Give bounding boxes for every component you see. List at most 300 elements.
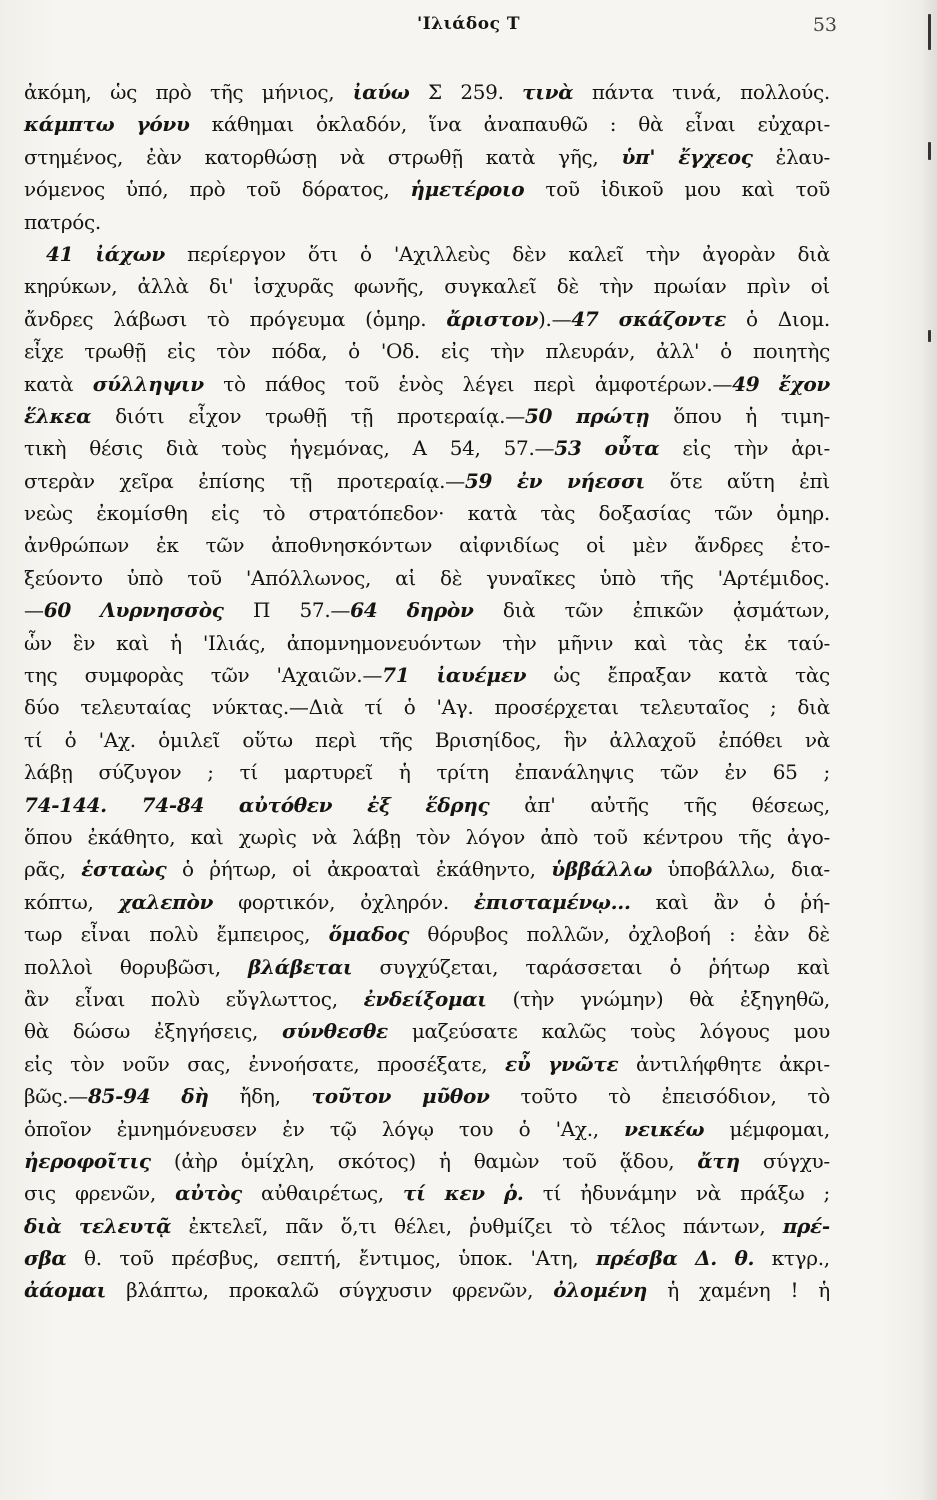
word: τῶν bbox=[714, 501, 753, 526]
word: 74-144. bbox=[24, 792, 107, 817]
word: φορτικόν, bbox=[238, 889, 336, 914]
word: του bbox=[458, 1116, 494, 1141]
word: χωρὶς bbox=[238, 824, 297, 849]
word: ἕλκεα bbox=[24, 403, 92, 428]
word: 'Αχαιῶν.—71 bbox=[276, 663, 410, 688]
word: εὖ bbox=[504, 1051, 531, 1076]
word: τὴν bbox=[599, 274, 634, 299]
word: ἔχον bbox=[778, 371, 830, 396]
text-line bbox=[24, 368, 830, 400]
word: ξεύοντο bbox=[24, 565, 103, 590]
word: τῆς bbox=[660, 565, 694, 590]
word: οὖτα bbox=[604, 436, 660, 461]
word: βλάβεται bbox=[248, 954, 353, 979]
word: θὰ bbox=[24, 1019, 49, 1044]
word: ὡς bbox=[110, 80, 137, 104]
word: νόμενος bbox=[24, 177, 105, 202]
word: τί bbox=[24, 727, 43, 752]
word: βλάπτω, bbox=[126, 1278, 209, 1303]
word: μῦθον bbox=[421, 1084, 490, 1109]
word: τὸ bbox=[608, 1084, 631, 1109]
word: φρενῶν, bbox=[74, 1181, 156, 1206]
word: χαμένη bbox=[699, 1278, 771, 1303]
word: λόγῳ bbox=[381, 1116, 434, 1141]
word: εἰς bbox=[24, 1051, 53, 1076]
word: ἐπεισόδιον, bbox=[661, 1084, 777, 1109]
word: θορυβῶσι, bbox=[119, 954, 221, 979]
word: αὐτῆς bbox=[590, 792, 649, 817]
word: ἂν bbox=[24, 986, 50, 1011]
word: 'Αρτέμιδος. bbox=[717, 565, 830, 590]
word: τῆς bbox=[209, 80, 244, 104]
word: καὶ bbox=[634, 630, 668, 655]
word: ὁ bbox=[518, 1116, 531, 1141]
word: χεῖρα bbox=[119, 468, 174, 493]
word: ὡς bbox=[553, 663, 581, 688]
word: τὸ bbox=[207, 306, 230, 331]
word: οὕτω bbox=[242, 727, 293, 752]
word: σύγχυ- bbox=[762, 1148, 830, 1173]
word: ὁ bbox=[763, 889, 776, 914]
text-line bbox=[24, 1210, 830, 1242]
word: ποιητὴς bbox=[752, 339, 830, 364]
word: μου bbox=[793, 1019, 830, 1044]
word: περίεργον bbox=[187, 241, 286, 266]
text-line bbox=[24, 76, 830, 108]
text-line bbox=[24, 141, 830, 173]
text-line bbox=[24, 529, 830, 561]
word: διὰ bbox=[502, 598, 536, 623]
word: πολλούς. bbox=[740, 80, 830, 104]
word: τί bbox=[364, 695, 383, 720]
word: ἐμνημόνευσεν bbox=[116, 1116, 257, 1141]
word: δι' bbox=[208, 274, 234, 299]
word: τὰς bbox=[688, 630, 723, 655]
word: προσέρχεται bbox=[494, 695, 619, 720]
word: πάντα bbox=[591, 80, 654, 104]
text-line bbox=[24, 659, 830, 691]
text-line bbox=[24, 691, 830, 723]
text-line bbox=[24, 562, 830, 594]
word: εἰς bbox=[682, 436, 711, 461]
text-line bbox=[24, 951, 830, 983]
word: θ. bbox=[734, 1246, 755, 1271]
word: γόνυ bbox=[136, 112, 190, 137]
word: εὔγλωττος, bbox=[225, 986, 338, 1011]
word: σβα bbox=[24, 1246, 67, 1271]
word: τρωθῇ bbox=[265, 403, 327, 428]
text-line bbox=[24, 983, 830, 1015]
word: πολλῶν, bbox=[526, 922, 610, 947]
word: κατὰ bbox=[485, 144, 536, 169]
word: ἀπ' bbox=[524, 792, 556, 817]
word: πρέσβα bbox=[595, 1246, 678, 1271]
word: ὑπ' bbox=[621, 144, 656, 169]
word: ῥήτωρ bbox=[708, 954, 770, 979]
word: ἡ bbox=[170, 630, 182, 655]
word: τοῦ bbox=[795, 177, 830, 202]
word: τὸν bbox=[416, 824, 451, 849]
word: 74-84 bbox=[141, 792, 205, 817]
text-line bbox=[24, 206, 830, 238]
word: τέλος bbox=[609, 1213, 666, 1238]
word: δώσω bbox=[72, 1019, 131, 1044]
word: εἶχον bbox=[188, 403, 242, 428]
word: ἐν bbox=[516, 468, 543, 493]
word: ρᾶς, bbox=[24, 857, 66, 882]
word: πλευράν, bbox=[545, 339, 636, 364]
word: ὀχληρόν. bbox=[360, 889, 449, 914]
word: αὕτη bbox=[726, 468, 775, 493]
word: οἱ bbox=[586, 533, 606, 558]
word: ἡμετέροιο bbox=[410, 177, 525, 202]
word: ἄτη bbox=[697, 1148, 740, 1173]
word: εἶναι bbox=[80, 922, 131, 947]
word: στρωθῇ bbox=[387, 144, 463, 169]
word: κόπτω, bbox=[24, 889, 94, 914]
word: εἰς bbox=[166, 339, 196, 364]
word: τελευτᾷ bbox=[78, 1213, 172, 1238]
word: ταύ- bbox=[787, 630, 830, 655]
word: τοῦ bbox=[562, 1148, 597, 1173]
word: ἡγεμόνας, bbox=[289, 436, 390, 461]
word: πατρός. bbox=[24, 209, 101, 234]
word: ἰσχυρᾶς bbox=[253, 274, 334, 299]
word: δὲ bbox=[556, 274, 579, 299]
word: ἐτο- bbox=[790, 533, 830, 558]
word: κηρύκων, bbox=[24, 274, 118, 299]
word: ὁμιλεῖ bbox=[158, 727, 221, 752]
word: ὁ bbox=[746, 306, 758, 331]
word: δὴ bbox=[181, 1084, 209, 1109]
word: ἕδρης bbox=[425, 792, 490, 817]
word: ἤδη, bbox=[239, 1084, 281, 1109]
word: ἓν bbox=[72, 630, 96, 655]
word: μήνιος, bbox=[261, 80, 335, 104]
word: καὶ bbox=[741, 177, 775, 202]
word: 259. bbox=[460, 80, 504, 104]
word: ἄριστον).—47 bbox=[446, 306, 599, 331]
word: ἀπομνημονευόντων bbox=[286, 630, 482, 655]
word: ἐπανάληψις bbox=[514, 760, 635, 785]
word: δὲ bbox=[807, 922, 830, 947]
word: ὑποκ. bbox=[458, 1246, 513, 1271]
word: δὲν bbox=[512, 241, 547, 266]
word: 41 bbox=[46, 241, 74, 266]
word: τοῦ bbox=[119, 1246, 154, 1271]
word: τοῦ bbox=[187, 565, 222, 590]
word: γνῶτε bbox=[548, 1051, 619, 1076]
word: ὑπό, bbox=[125, 177, 169, 202]
word: ἀκόμη, bbox=[24, 80, 92, 104]
word: ὀχλοβοή bbox=[628, 922, 711, 947]
word: ἀκροαταὶ bbox=[327, 857, 421, 882]
word: προτεραίᾳ.—50 bbox=[396, 403, 553, 428]
word: τικὴ bbox=[24, 436, 67, 461]
word: ἀρι- bbox=[791, 436, 830, 461]
word: τῇ bbox=[289, 468, 313, 493]
text-line bbox=[24, 627, 830, 659]
word: δια- bbox=[790, 857, 830, 882]
word: ἡ bbox=[818, 1278, 830, 1303]
word: τελευταῖος bbox=[639, 695, 750, 720]
word: ἐκ bbox=[155, 533, 179, 558]
word: (ἀὴρ bbox=[173, 1148, 218, 1173]
text-line bbox=[24, 1015, 830, 1047]
word: τοὺς bbox=[221, 436, 267, 461]
word: Βρισηίδος, bbox=[434, 727, 542, 752]
word: ὁ bbox=[669, 954, 682, 979]
word: ἐπίσης bbox=[198, 468, 265, 493]
word: νοῦν bbox=[122, 1051, 170, 1076]
word: αὐτὸς bbox=[175, 1181, 242, 1206]
word: εἶναι bbox=[685, 112, 736, 137]
word: τὸ bbox=[807, 1084, 830, 1109]
word: τὸν bbox=[216, 339, 251, 364]
word: αἱ bbox=[395, 565, 416, 590]
word: Διομ. bbox=[777, 306, 830, 331]
word: της bbox=[24, 663, 58, 688]
word: κατὰ bbox=[24, 371, 74, 396]
word: ἄνδρες bbox=[24, 306, 94, 331]
word: ἐὰν bbox=[753, 922, 790, 947]
word: ᾅδου, bbox=[619, 1148, 675, 1173]
word: τοῦτο bbox=[520, 1084, 578, 1109]
word: ἀλλ' bbox=[656, 339, 700, 364]
word: διὰ bbox=[165, 436, 199, 461]
word: ὁμίχλη, bbox=[240, 1148, 315, 1173]
word: τρίτη bbox=[436, 760, 489, 785]
word: νεὼς bbox=[24, 501, 73, 526]
word: τῆς bbox=[379, 727, 413, 752]
word: ὀλομένη bbox=[553, 1278, 648, 1303]
word: ἐὰν bbox=[146, 144, 182, 169]
word: δύο bbox=[24, 695, 60, 720]
word: θέσεως, bbox=[751, 792, 830, 817]
word: τὸ bbox=[569, 1213, 593, 1238]
word: ἀάομαι bbox=[24, 1278, 107, 1303]
word: τινά, bbox=[672, 80, 722, 104]
word: ἐξηγηθῶ, bbox=[739, 986, 830, 1011]
word: τὸν bbox=[70, 1051, 105, 1076]
word: πόδα, bbox=[271, 339, 328, 364]
word: ἡ bbox=[745, 403, 757, 428]
word: καὶ bbox=[116, 630, 150, 655]
word: τινὰ bbox=[522, 80, 574, 104]
word: ἔγχεος bbox=[678, 144, 753, 169]
word: ῥήτωρ, bbox=[209, 857, 277, 882]
text-line bbox=[24, 886, 830, 918]
word: τῶν bbox=[210, 663, 250, 688]
word: σεπτή, bbox=[276, 1246, 342, 1271]
word: προτεραίᾳ.—59 bbox=[336, 468, 493, 493]
word: (ὁμηρ. bbox=[365, 306, 427, 331]
word: στερὰν bbox=[24, 468, 95, 493]
word: ἐπικῶν bbox=[632, 598, 704, 623]
word: ὅτι bbox=[307, 241, 338, 266]
word: εἰς bbox=[440, 339, 470, 364]
word: (τὴν bbox=[512, 986, 555, 1011]
word: ! bbox=[790, 1278, 799, 1303]
word: 57.—53 bbox=[503, 436, 582, 461]
word: ὅμαδος bbox=[328, 922, 410, 947]
text-line bbox=[24, 108, 830, 140]
word: δόρατος, bbox=[301, 177, 390, 202]
word: λόγους bbox=[699, 1019, 770, 1044]
text-line bbox=[24, 335, 830, 367]
word: τρωθῇ bbox=[84, 339, 147, 364]
text-line bbox=[24, 303, 830, 335]
word: πρόγευμα bbox=[249, 306, 346, 331]
text-line bbox=[24, 1145, 830, 1177]
word: 57.—64 bbox=[299, 598, 378, 623]
word: συγχύζεται, bbox=[379, 954, 499, 979]
word: μαρτυρεῖ bbox=[283, 760, 373, 785]
word: φωνῆς, bbox=[353, 274, 425, 299]
word: συγκαλεῖ bbox=[444, 274, 537, 299]
word: ὅπου bbox=[673, 403, 722, 428]
word: τῇ bbox=[350, 403, 374, 428]
word: ἀπὸ bbox=[540, 824, 579, 849]
word: κατὰ bbox=[718, 663, 768, 688]
text-line bbox=[24, 497, 830, 529]
word: ἔπραξαν bbox=[607, 663, 692, 688]
word: θόρυβος bbox=[427, 922, 509, 947]
word: αὐτόθεν bbox=[238, 792, 333, 817]
word: ἰάχων bbox=[95, 241, 165, 266]
word: ὁ bbox=[181, 857, 194, 882]
word: ἰδικοῦ bbox=[600, 177, 664, 202]
word: καὶ bbox=[655, 889, 689, 914]
word: γῆς, bbox=[558, 144, 599, 169]
word: ὁμηρ. bbox=[776, 501, 830, 526]
word: κεν bbox=[444, 1181, 485, 1206]
word: 'Αχ. bbox=[98, 727, 136, 752]
word: καλεῖ bbox=[568, 241, 624, 266]
word: πρωίαν bbox=[653, 274, 727, 299]
word: ἀντιλήφθητε bbox=[635, 1051, 762, 1076]
word: : bbox=[728, 922, 736, 947]
word: λάβῃ bbox=[352, 824, 401, 849]
word: τωρ bbox=[24, 922, 63, 947]
word: πρὶν bbox=[746, 274, 791, 299]
text-line bbox=[24, 918, 830, 950]
word: 'Ατη, bbox=[530, 1246, 579, 1271]
word: σύνθεσθε bbox=[282, 1019, 388, 1044]
word: κτγρ., bbox=[771, 1246, 830, 1271]
word: σύλληψιν bbox=[92, 371, 204, 396]
word: ἐλαυ- bbox=[775, 144, 830, 169]
word: νύκτας.—Διὰ bbox=[212, 695, 344, 720]
word: διὰ bbox=[797, 695, 830, 720]
word: ὧν bbox=[24, 630, 52, 655]
word: στημένος, bbox=[24, 144, 124, 169]
word: ὑπὸ bbox=[126, 565, 164, 590]
word: 'Οδ. bbox=[380, 339, 420, 364]
word: μου bbox=[684, 177, 721, 202]
word: πάντων, bbox=[682, 1213, 766, 1238]
word: τῶν bbox=[564, 598, 604, 623]
text-line bbox=[24, 1177, 830, 1209]
word: ὁ bbox=[64, 727, 77, 752]
text-line bbox=[24, 1048, 830, 1080]
word: προσέξατε, bbox=[377, 1051, 488, 1076]
word: κάμπτω bbox=[24, 112, 115, 137]
text-line bbox=[24, 270, 830, 302]
word: γνώμην) bbox=[580, 986, 664, 1011]
word: ἐννοήσατε, bbox=[248, 1051, 360, 1076]
word: θ. bbox=[84, 1246, 102, 1271]
text-line bbox=[24, 821, 830, 853]
word: 'Ιλιάς, bbox=[202, 630, 266, 655]
page-number: 53 bbox=[812, 14, 837, 36]
word: εἶχε bbox=[24, 339, 64, 364]
word: 54, bbox=[449, 436, 481, 461]
word: ἀγορὰν bbox=[702, 241, 776, 266]
text-line bbox=[24, 1274, 830, 1306]
word: σκότος) bbox=[337, 1148, 416, 1173]
word: 'Αγ. bbox=[436, 695, 474, 720]
word: μέμφομαι, bbox=[729, 1116, 830, 1141]
word: ἀνθρώπων bbox=[24, 533, 129, 558]
word: διὰ bbox=[797, 241, 830, 266]
word: ὑπὸ bbox=[599, 565, 637, 590]
word: σας, bbox=[187, 1051, 231, 1076]
text-line bbox=[24, 238, 830, 270]
word: ἐξηγήσεις, bbox=[153, 1019, 259, 1044]
text-line bbox=[24, 1113, 830, 1145]
word: πρὸ bbox=[189, 177, 226, 202]
word: χαλεπὸν bbox=[118, 889, 214, 914]
word: πρὸ bbox=[155, 80, 192, 104]
word: Δ. bbox=[695, 1246, 717, 1271]
word: πολλοὶ bbox=[24, 954, 93, 979]
text-line bbox=[24, 789, 830, 821]
word: τῶν bbox=[205, 533, 245, 558]
word: αὐθαιρέτως, bbox=[260, 1181, 384, 1206]
word: ἡ bbox=[398, 760, 411, 785]
text-line bbox=[24, 400, 830, 432]
word: εἰς bbox=[210, 501, 240, 526]
word: νὰ bbox=[339, 144, 365, 169]
word: ; bbox=[207, 760, 214, 785]
word: περὶ bbox=[533, 371, 576, 396]
word: ῥυθμίζει bbox=[469, 1213, 553, 1238]
word: ἐκτελεῖ, bbox=[188, 1213, 269, 1238]
word: τοῦ bbox=[246, 177, 281, 202]
word: εἶναι bbox=[74, 986, 126, 1011]
word: ἄνδρες bbox=[694, 533, 764, 558]
word: λάβῃ bbox=[24, 760, 73, 785]
text-line bbox=[24, 173, 830, 205]
text-line bbox=[24, 1242, 830, 1274]
word: ἐκάθητο, bbox=[87, 824, 176, 849]
word: τὴν bbox=[733, 436, 769, 461]
word: τιμη- bbox=[780, 403, 830, 428]
word: κατορθώσῃ bbox=[204, 144, 317, 169]
word: ; bbox=[823, 760, 830, 785]
word: ἠδυνάμην bbox=[580, 1181, 677, 1206]
word: καὶ bbox=[190, 824, 224, 849]
word: σύγχυσιν bbox=[338, 1278, 433, 1303]
word: τί bbox=[402, 1181, 426, 1206]
word: ἔμπειρος, bbox=[216, 922, 311, 947]
word: σύζυγον bbox=[98, 760, 182, 785]
word: λάβωσι bbox=[113, 306, 188, 331]
word: προκαλῶ bbox=[228, 1278, 319, 1303]
word: πολὺ bbox=[149, 922, 199, 947]
word: ἐπισταμένῳ... bbox=[473, 889, 631, 914]
